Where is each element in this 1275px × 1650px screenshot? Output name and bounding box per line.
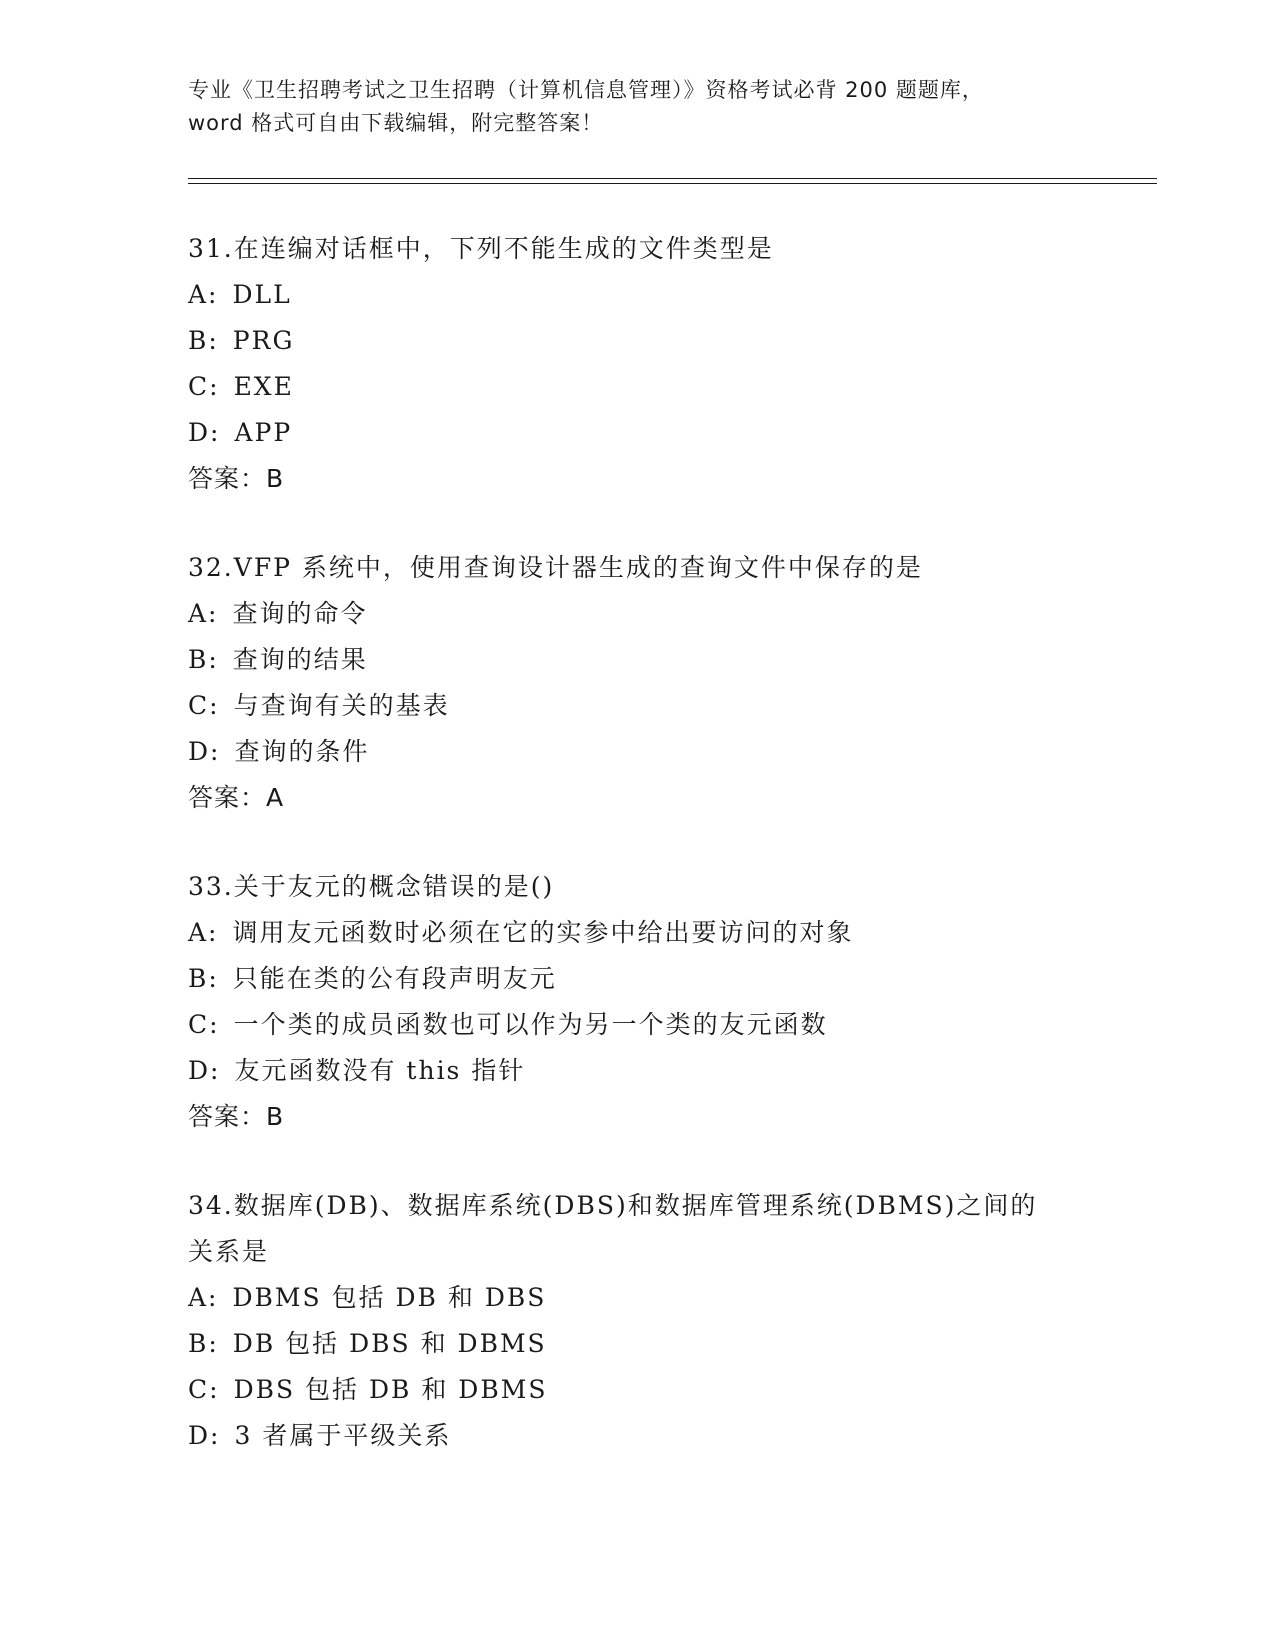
question-34: [188, 1183, 1088, 1459]
question-stem: 33.关于友元的概念错误的是(): [188, 872, 555, 901]
question-stem: 31.在连编对话框中，下列不能生成的文件类型是: [188, 234, 774, 263]
option-b: B: 查询的结果: [188, 645, 368, 674]
option-d: D: 查询的条件: [188, 737, 370, 766]
header-divider-top: [188, 178, 1157, 179]
question-stem: 32.VFP 系统中，使用查询设计器生成的查询文件中保存的是: [188, 553, 923, 582]
option-a: A: 调用友元函数时必须在它的实参中给出要访问的对象: [188, 918, 854, 947]
option-d: D: 友元函数没有 this 指针: [188, 1056, 526, 1085]
option-a: A: 查询的命令: [188, 599, 368, 628]
option-c: C: EXE: [188, 372, 294, 401]
option-a: A: DLL: [188, 280, 292, 309]
option-c: C: 一个类的成员函数也可以作为另一个类的友元函数: [188, 1010, 828, 1039]
option-c: C: DBS 包括 DB 和 DBMS: [188, 1375, 548, 1404]
header-divider-bottom: [188, 183, 1157, 184]
option-d: D: APP: [188, 418, 293, 447]
option-b: B: PRG: [188, 326, 295, 355]
answer: 答案：B: [188, 464, 285, 493]
option-c: C: 与查询有关的基表: [188, 691, 450, 720]
header-line-2: word 格式可自由下载编辑，附完整答案！: [188, 111, 604, 135]
answer: 答案：B: [188, 1102, 285, 1131]
answer: 答案：A: [188, 783, 285, 812]
question-stem: 34.数据库(DB)、数据库系统(DBS)和数据库管理系统(DBMS)之间的关系是: [188, 1191, 1038, 1266]
document-header: [188, 74, 1088, 140]
header-line-1: 专业《卫生招聘考试之卫生招聘（计算机信息管理）》资格考试必背 200 题题库，: [188, 78, 984, 102]
option-d: D: 3 者属于平级关系: [188, 1421, 452, 1450]
question-31: [188, 226, 1088, 502]
option-b: B: DB 包括 DBS 和 DBMS: [188, 1329, 547, 1358]
question-32: [188, 545, 1088, 821]
option-a: A: DBMS 包括 DB 和 DBS: [188, 1283, 547, 1312]
option-b: B: 只能在类的公有段声明友元: [188, 964, 557, 993]
question-33: [188, 864, 1088, 1140]
